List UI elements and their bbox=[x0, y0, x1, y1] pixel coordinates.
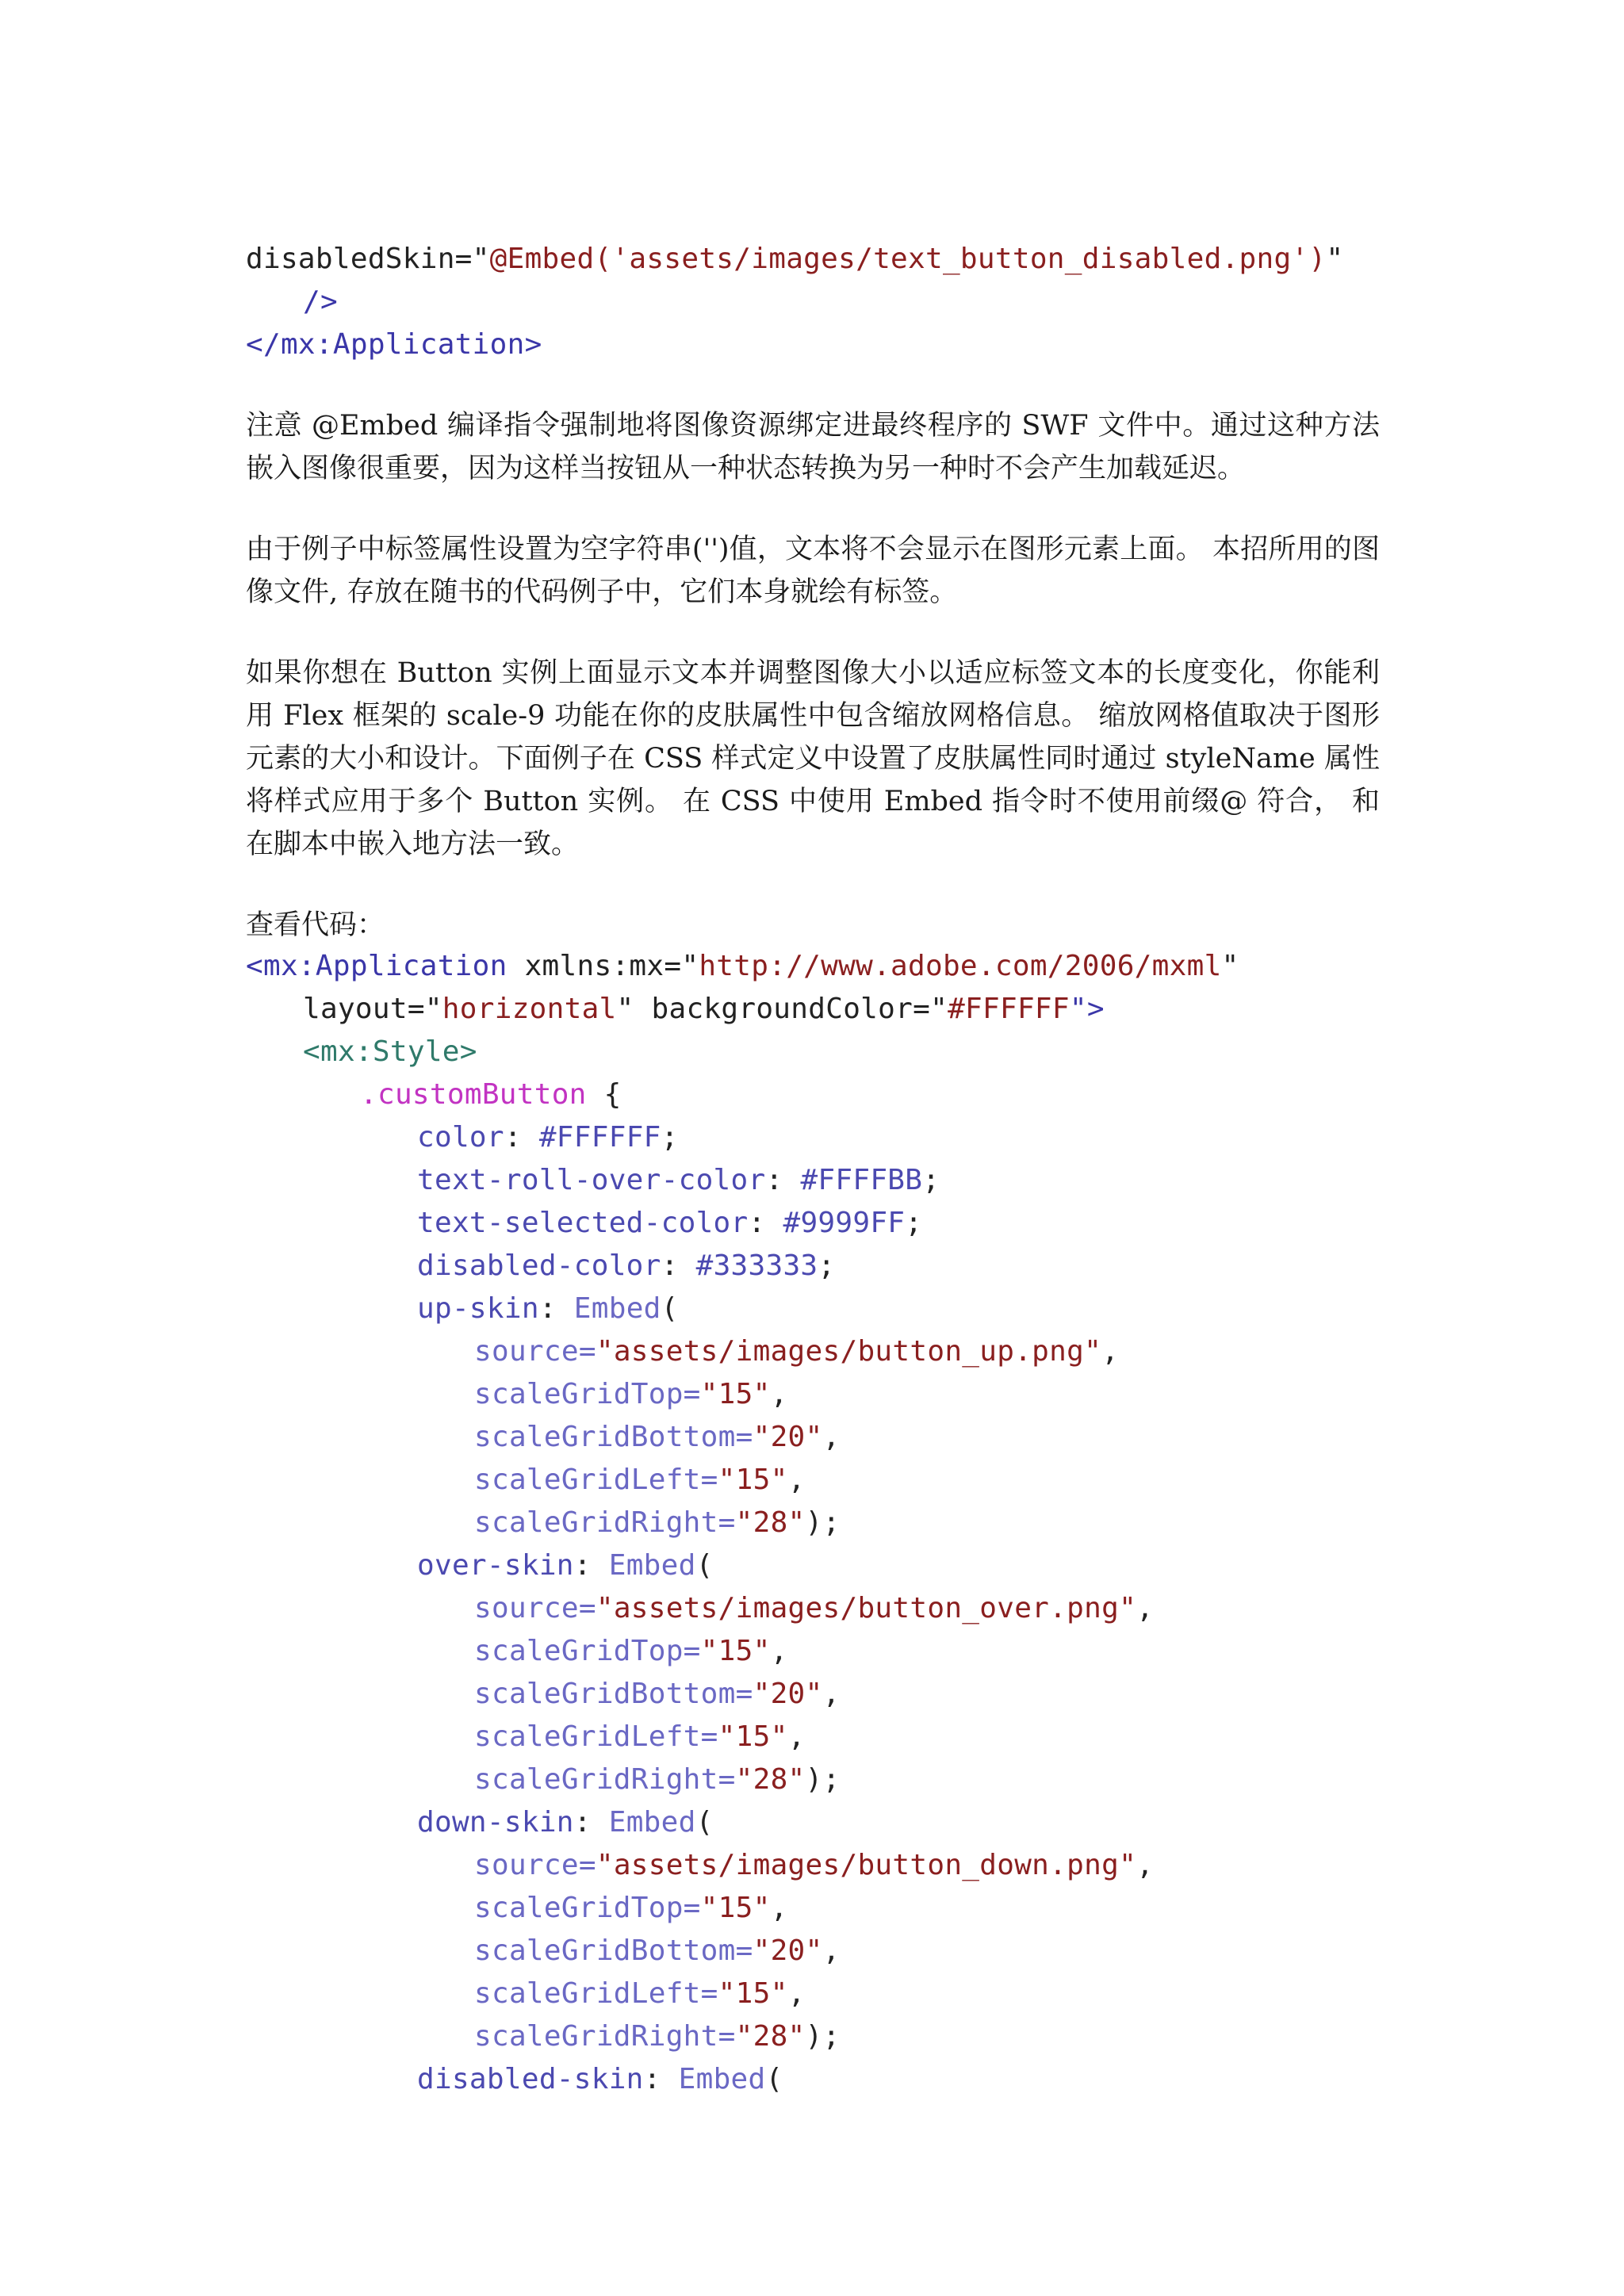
code-line-scale-grid-left: scaleGridLeft="15", bbox=[474, 1464, 806, 1496]
code-attr: scaleGridRight= bbox=[474, 1763, 736, 1796]
code-quote: "> bbox=[1069, 993, 1105, 1025]
css-property: up-skin bbox=[417, 1292, 539, 1325]
css-value: #FFFFBB bbox=[800, 1164, 923, 1196]
code-line-scale-grid-top: scaleGridTop="15", bbox=[474, 1892, 788, 1924]
code-string: @Embed('assets/images/text_button_disabled.png') bbox=[489, 243, 1327, 275]
code-attr: scaleGridRight= bbox=[474, 2020, 736, 2053]
code-attr: scaleGridBottom= bbox=[474, 1934, 753, 1967]
code-line-down-skin: down-skin: Embed( bbox=[417, 1806, 714, 1839]
code-string: #FFFFFF bbox=[948, 993, 1070, 1025]
css-property: disabled-skin bbox=[417, 2063, 644, 2095]
code-attr: scaleGridLeft= bbox=[474, 1720, 718, 1753]
code-attr: scaleGridTop= bbox=[474, 1378, 701, 1410]
code-line-scale-grid-right: scaleGridRight="28"); bbox=[474, 1763, 841, 1796]
paragraph-embed-note: 注意 @Embed 编译指令强制地将图像资源绑定进最终程序的 SWF 文件中。通过这种方法嵌入图像很重要，因为这样当按钮从一种状态转换为另一种时不会产生加载延迟。 bbox=[246, 410, 1380, 484]
code-string: 15 bbox=[718, 1635, 753, 1667]
code-line-app-open bbox=[246, 945, 1239, 988]
code-string: 20 bbox=[770, 1678, 806, 1710]
css-property: down-skin bbox=[417, 1806, 574, 1839]
css-selector: .customButton bbox=[360, 1078, 587, 1111]
code-attr: scaleGridTop= bbox=[474, 1892, 701, 1924]
css-value: #333333 bbox=[695, 1249, 818, 1282]
code-line-scale-grid-bottom: scaleGridBottom="20", bbox=[474, 1678, 841, 1710]
css-property: text-roll-over-color bbox=[417, 1164, 766, 1196]
code-line-app-close: </mx:Application> bbox=[246, 328, 542, 361]
code-line-scale-grid-left: scaleGridLeft="15", bbox=[474, 1977, 806, 2010]
code-attr: source= bbox=[474, 1335, 596, 1368]
code-line-text-roll-over-color: text-roll-over-color: #FFFFBB; bbox=[417, 1164, 940, 1196]
code-attr: xmlns:mx=" bbox=[507, 950, 699, 982]
code-line-disabled-color: disabled-color: #333333; bbox=[417, 1249, 836, 1282]
code-line-text-selected-color: text-selected-color: #9999FF; bbox=[417, 1207, 923, 1239]
code-string: http://www.adobe.com/2006/mxml bbox=[699, 950, 1222, 982]
code-line-source: source="assets/images/button_down.png", bbox=[474, 1849, 1155, 1881]
code-tag: <mx:Application bbox=[246, 950, 508, 982]
code-attr: disabledSkin=" bbox=[246, 243, 490, 275]
css-property: text-selected-color bbox=[417, 1207, 749, 1239]
css-property: color bbox=[417, 1121, 504, 1154]
code-attr: scaleGridLeft= bbox=[474, 1977, 718, 2010]
code-line-scale-grid-left: scaleGridLeft="15", bbox=[474, 1720, 806, 1753]
css-property: disabled-color bbox=[417, 1249, 661, 1282]
code-brace: { bbox=[586, 1078, 622, 1111]
embed-keyword: Embed bbox=[573, 1292, 661, 1325]
code-line-scale-grid-top: scaleGridTop="15", bbox=[474, 1378, 788, 1410]
css-value: #FFFFFF bbox=[538, 1121, 661, 1154]
paragraph-scale9-note: 如果你想在 Button 实例上面显示文本并调整图像大小以适应标签文本的长度变化，你能利用 Flex 框架的 scale-9 功能在你的皮肤属性中包含缩放网格信息。 缩放网格值取决于图形元素的大小和设计。下面例子在 CSS 样式定义中设置了皮肤属性同时通过 styleName 属性将样式应用于多个 Button 实例。 在 CSS 中使用 Embed 指令时不使用前缀@ 符合， 和在脚本中嵌入地方法一致。 bbox=[246, 657, 1380, 860]
code-line-scale-grid-right: scaleGridRight="28"); bbox=[474, 2020, 841, 2053]
css-value: #9999FF bbox=[783, 1207, 906, 1239]
code-attr: scaleGridRight= bbox=[474, 1506, 736, 1539]
code-string: 15 bbox=[718, 1378, 753, 1410]
code-line-up-skin: up-skin: Embed( bbox=[417, 1292, 679, 1325]
code-quote: " bbox=[1221, 950, 1239, 982]
code-string: assets/images/button_down.png bbox=[613, 1849, 1120, 1881]
code-string: 20 bbox=[770, 1934, 806, 1967]
css-property: over-skin bbox=[417, 1549, 574, 1582]
code-line-disabled-skin-css: disabled-skin: Embed( bbox=[417, 2063, 783, 2095]
code-quote: " bbox=[1326, 243, 1344, 275]
code-string: 15 bbox=[735, 1977, 771, 2010]
code-string: 28 bbox=[753, 1506, 788, 1539]
code-attr: layout=" bbox=[303, 993, 442, 1025]
code-line-scale-grid-bottom: scaleGridBottom="20", bbox=[474, 1934, 841, 1967]
code-string: horizontal bbox=[442, 993, 617, 1025]
code-line-scale-grid-bottom: scaleGridBottom="20", bbox=[474, 1421, 841, 1453]
code-attr: scaleGridTop= bbox=[474, 1635, 701, 1667]
code-attr: source= bbox=[474, 1592, 596, 1624]
code-string: 15 bbox=[735, 1464, 771, 1496]
code-line-layout bbox=[303, 988, 1105, 1031]
code-line-source: source="assets/images/button_up.png", bbox=[474, 1335, 1120, 1368]
code-string: 20 bbox=[770, 1421, 806, 1453]
paragraph-label-note: 由于例子中标签属性设置为空字符串('')值，文本将不会显示在图形元素上面。 本招所用的图像文件, 存放在随书的代码例子中，它们本身就绘有标签。 bbox=[246, 534, 1380, 608]
code-string: 15 bbox=[735, 1720, 771, 1753]
embed-keyword: Embed bbox=[678, 2063, 766, 2095]
code-string: 15 bbox=[718, 1892, 753, 1924]
code-line-scale-grid-right: scaleGridRight="28"); bbox=[474, 1506, 841, 1539]
code-line-disabled-skin bbox=[246, 238, 1343, 281]
code-line-source: source="assets/images/button_over.png", bbox=[474, 1592, 1155, 1624]
code-string: assets/images/button_up.png bbox=[613, 1335, 1085, 1368]
code-line-scale-grid-top: scaleGridTop="15", bbox=[474, 1635, 788, 1667]
code-line-style-open: <mx:Style> bbox=[303, 1035, 477, 1068]
embed-keyword: Embed bbox=[608, 1806, 696, 1839]
embed-keyword: Embed bbox=[608, 1549, 696, 1582]
code-line-self-close: /> bbox=[303, 285, 338, 318]
code-string: assets/images/button_over.png bbox=[613, 1592, 1120, 1624]
code-attr: scaleGridLeft= bbox=[474, 1464, 718, 1496]
code-attr: scaleGridBottom= bbox=[474, 1421, 753, 1453]
code-line-selector bbox=[360, 1073, 622, 1116]
code-attr: " backgroundColor=" bbox=[616, 993, 948, 1025]
code-string: 28 bbox=[753, 2020, 788, 2053]
code-attr: scaleGridBottom= bbox=[474, 1678, 753, 1710]
code-attr: source= bbox=[474, 1849, 596, 1881]
code-line-color: color: #FFFFFF; bbox=[417, 1121, 679, 1154]
code-string: 28 bbox=[753, 1763, 788, 1796]
code-line-over-skin: over-skin: Embed( bbox=[417, 1549, 714, 1582]
view-code-label: 查看代码： bbox=[246, 909, 385, 941]
